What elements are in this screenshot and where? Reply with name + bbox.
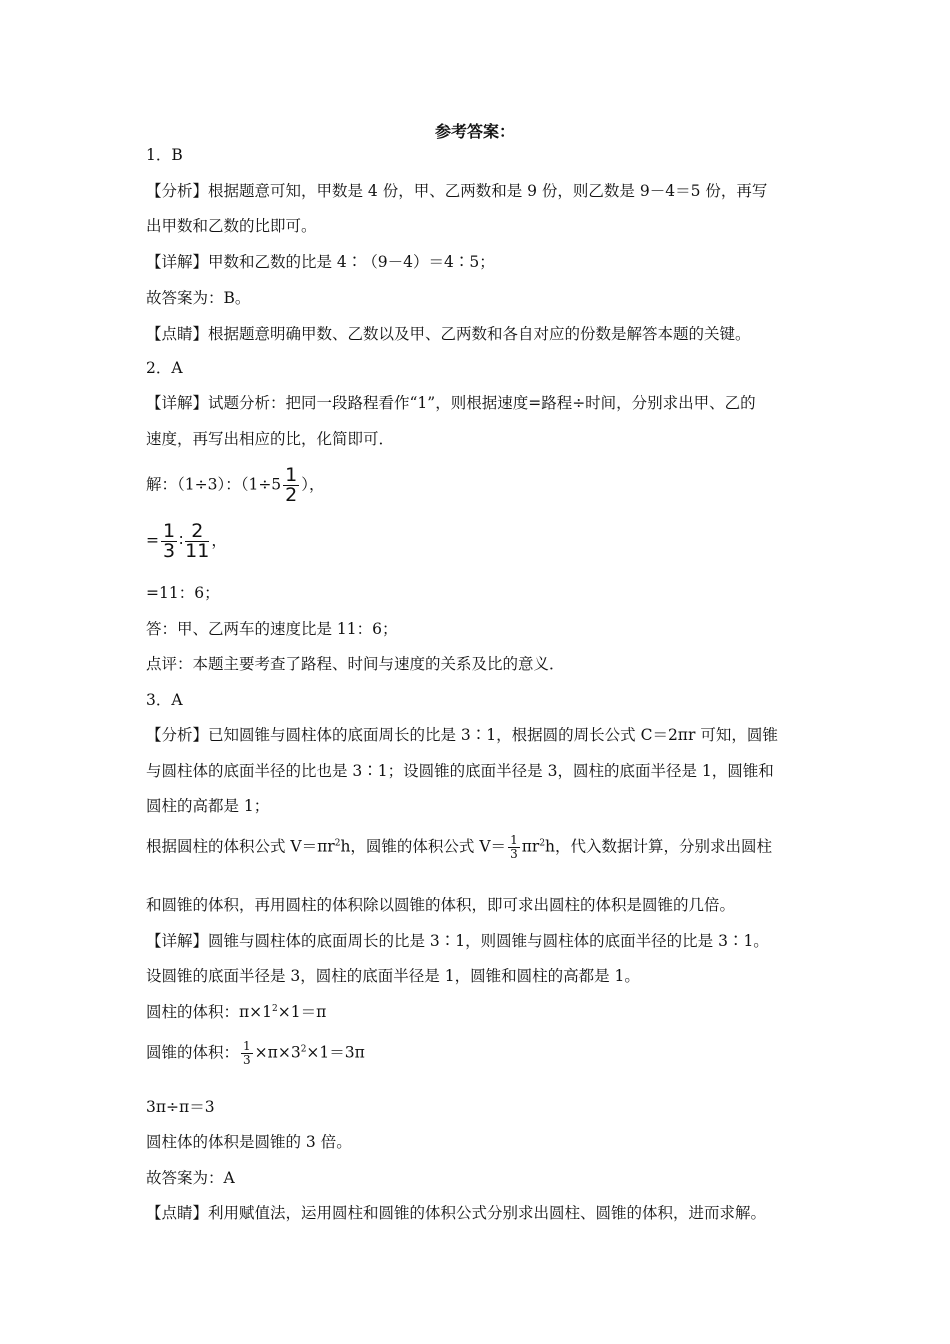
fraction-one-third — [161, 522, 177, 561]
fraction-numerator: 1 — [285, 464, 298, 486]
answer-3-analysis-line4 — [146, 834, 772, 861]
exponent: 2 — [272, 1004, 278, 1014]
answer-3-detail-line1: 【详解】圆锥与圆柱体的底面周长的比是 3∶1，则圆锥与圆柱体的底面半径的比是 3∶1。 — [146, 932, 769, 950]
fraction-denominator: 3 — [510, 847, 518, 861]
answer-1-heading: 1．B — [146, 146, 183, 164]
answer-1-result: 故答案为：B。 — [146, 289, 251, 307]
answer-3-detail-line2: 设圆锥的底面半径是 3，圆柱的底面半径是 1，圆锥和圆柱的高都是 1。 — [146, 967, 640, 985]
exponent: 2 — [334, 838, 341, 849]
cone-formula-text: h，圆锥的体积公式 V＝ — [340, 837, 507, 856]
answer-2-solution-step1 — [146, 466, 325, 505]
fraction-one-third-cone — [241, 1040, 253, 1067]
cone-volume-tail: ×1＝3π — [306, 1043, 365, 1062]
answer-1-detail: 【详解】甲数和乙数的比是 4∶（9－4）＝4∶5； — [146, 253, 495, 271]
answer-3-analysis-line2: 与圆柱体的底面半径的比也是 3∶1；设圆锥的底面半径是 3，圆柱的底面半径是 1，圆锥和 — [146, 762, 774, 780]
answer-2-detail-line2: 速度，再写出相应的比，化简即可． — [146, 430, 395, 448]
fraction-numerator: 1 — [163, 520, 176, 542]
answer-3-analysis-line1: 【分析】已知圆锥与圆柱体的底面周长的比是 3∶1，根据圆的周长公式 C＝2πr 可知，圆锥 — [146, 726, 778, 744]
step2-tail: ， — [211, 531, 227, 550]
answer-1-analysis-line2: 出甲数和乙数的比即可。 — [146, 217, 317, 235]
formula-tail: h，代入数据计算，分别求出圆柱 — [545, 837, 773, 856]
cone-volume-text: 圆锥的体积： — [146, 1043, 240, 1062]
ratio-colon: ∶ — [179, 531, 184, 550]
answer-1-analysis-line1: 【分析】根据题意可知，甲数是 4 份，甲、乙两数和是 9 份，则乙数是 9－4＝5 份，再写 — [146, 182, 768, 200]
answer-3-analysis-line3: 圆柱的高都是 1； — [146, 797, 270, 815]
answer-3-conclusion: 圆柱体的体积是圆锥的 3 倍。 — [146, 1133, 352, 1151]
cone-volume-middle: ×π×3 — [254, 1043, 301, 1062]
pi-r-text: πr — [521, 837, 540, 856]
fraction-one-third-formula — [508, 834, 520, 861]
fraction-one-half — [283, 466, 299, 505]
exponent: 2 — [539, 838, 546, 849]
fraction-denominator: 2 — [285, 484, 298, 506]
answer-3-result: 故答案为：A — [146, 1169, 235, 1187]
fraction-denominator: 11 — [185, 540, 210, 562]
cylinder-volume-line — [146, 1002, 326, 1022]
page-title: 参考答案： — [434, 122, 515, 141]
answer-3-heading: 3．A — [146, 691, 183, 709]
fraction-two-elevenths — [185, 522, 209, 561]
fraction-denominator: 3 — [163, 540, 176, 562]
answer-2-review: 点评：本题主要考查了路程、时间与速度的关系及比的意义． — [146, 655, 565, 673]
exponent: 2 — [300, 1044, 307, 1055]
step1-text: 解：（1÷3）：（1÷5 — [146, 475, 282, 494]
answer-2-heading: 2．A — [146, 359, 183, 377]
ratio-calc-line: 3π÷π＝3 — [146, 1098, 215, 1116]
cylinder-volume-text: 圆柱的体积：π×1 — [146, 1003, 273, 1021]
cone-volume-line — [146, 1040, 365, 1067]
equals-sign: = — [146, 531, 159, 550]
answer-3-comment: 【点睛】利用赋值法，运用圆柱和圆锥的体积公式分别求出圆柱、圆锥的体积，进而求解。 — [146, 1204, 767, 1222]
answer-1-comment: 【点睛】根据题意明确甲数、乙数以及甲、乙两数和各自对应的份数是解答本题的关键。 — [146, 325, 751, 343]
answer-2-final: 答：甲、乙两车的速度比是 11：6； — [146, 620, 398, 638]
step1-tail: ）， — [301, 475, 325, 494]
fraction-numerator: 1 — [510, 833, 518, 847]
cylinder-volume-tail: ×1＝π — [277, 1003, 327, 1021]
fraction-numerator: 1 — [243, 1039, 251, 1053]
fraction-numerator: 2 — [185, 522, 209, 542]
fraction-denominator: 3 — [243, 1053, 251, 1067]
answer-2-detail-line1: 【详解】试题分析：把同一段路程看作“1”，则根据速度=路程÷时间，分别求出甲、乙的 — [146, 394, 756, 412]
answer-2-solution-step2 — [146, 522, 227, 561]
answer-3-analysis-line5: 和圆锥的体积，再用圆柱的体积除以圆锥的体积，即可求出圆柱的体积是圆锥的几倍。 — [146, 896, 736, 914]
answer-2-solution-step3: =11：6； — [146, 584, 220, 602]
cylinder-formula-text: 根据圆柱的体积公式 V＝πr — [146, 837, 335, 856]
